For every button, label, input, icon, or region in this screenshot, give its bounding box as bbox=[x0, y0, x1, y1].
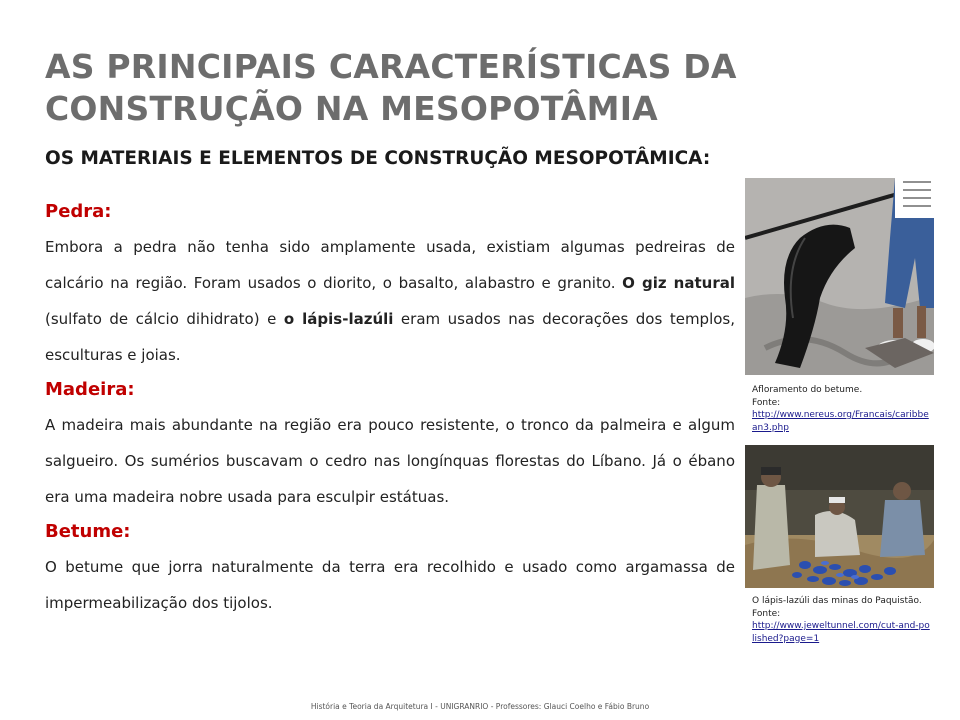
bitumen-photo bbox=[745, 178, 934, 375]
pedra-bold-giz: O giz natural bbox=[622, 274, 735, 292]
link-lapis-source[interactable]: http://www.jeweltunnel.com/cut-and-polished?page=1 bbox=[752, 621, 930, 644]
lapis-lazuli-photo-illustration bbox=[745, 445, 934, 588]
slide-footer: História e Teoria da Arquitetura I - UNIGRANRIO - Professores: Glauci Coelho e Fábio Bruno bbox=[310, 702, 650, 711]
slide-title bbox=[45, 46, 745, 130]
caption-bitumen-text: Afloramento do betume. bbox=[752, 385, 863, 395]
heading-madeira: Madeira: bbox=[45, 379, 135, 400]
lapis-lazuli-photo bbox=[745, 445, 934, 588]
caption-bitumen-source: Fonte: bbox=[752, 397, 781, 408]
caption-lapis-lazuli bbox=[752, 595, 932, 645]
caption-lapis-source: Fonte: bbox=[752, 608, 781, 619]
pedra-text-1: Embora a pedra não tenha sido amplamente usada, existiam algumas pedreiras de calcário na região. Foram usados o diorito, o basalto, alabastro e granito. bbox=[45, 238, 735, 292]
paragraph-madeira: A madeira mais abundante na região era pouco resistente, o tronco da palmeira e algum salgueiro. Os sumérios buscavam o cedro nas longínquas florestas do Líbano. Já o ébano era uma madeira nobre usada para esculpir estátuas. bbox=[45, 416, 735, 506]
caption-lapis-text: O lápis-lazúli das minas do Paquistão. bbox=[752, 596, 922, 606]
slide-title-line-2: CONSTRUÇÃO NA MESOPOTÂMIA bbox=[45, 89, 658, 128]
heading-betume: Betume: bbox=[45, 521, 131, 542]
caption-bitumen bbox=[752, 384, 932, 434]
slide-title-line-1: AS PRINCIPAIS CARACTERÍSTICAS DA bbox=[45, 47, 737, 86]
paragraph-pedra bbox=[45, 229, 735, 373]
content-body bbox=[45, 195, 735, 621]
slide-subtitle: OS MATERIAIS E ELEMENTOS DE CONSTRUÇÃO MESOPOTÂMICA: bbox=[45, 148, 711, 169]
pedra-bold-lapis: o lápis-lazúli bbox=[283, 310, 394, 328]
bitumen-photo-illustration bbox=[745, 178, 934, 375]
paragraph-betume: O betume que jorra naturalmente da terra era recolhido e usado como argamassa de impermeabilização dos tijolos. bbox=[45, 558, 735, 612]
pedra-text-2: (sulfato de cálcio dihidrato) e bbox=[45, 310, 284, 328]
link-bitumen-source[interactable]: http://www.nereus.org/Francais/caribbean3.php bbox=[752, 410, 929, 433]
heading-pedra: Pedra: bbox=[45, 201, 112, 222]
pedra-text-3: eram usados nas decorações dos templos, esculturas e joias. bbox=[45, 310, 736, 364]
